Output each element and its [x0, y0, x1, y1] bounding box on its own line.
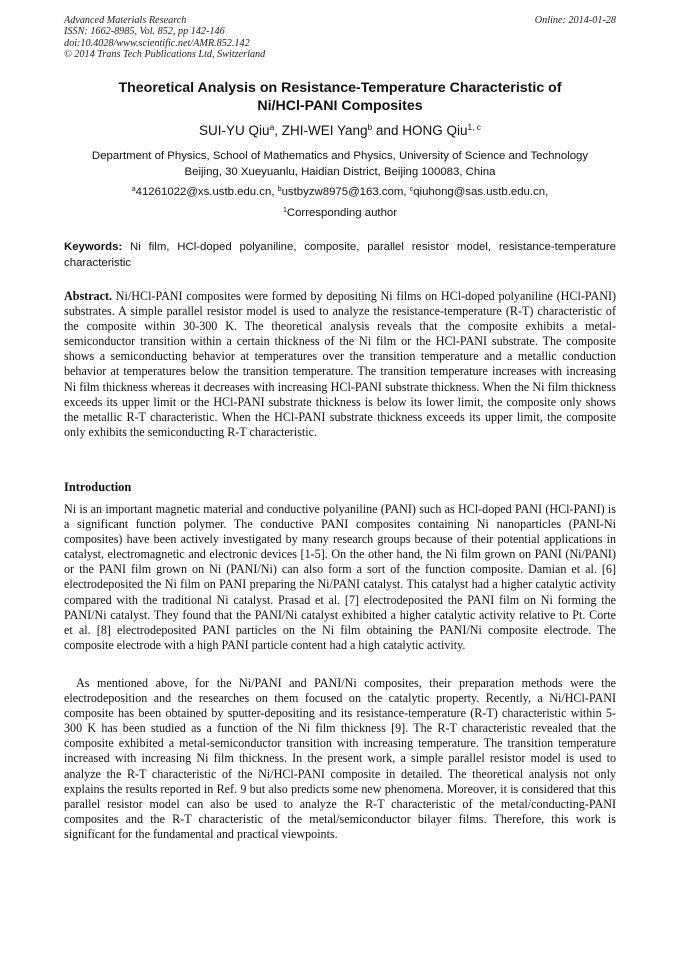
journal-name: Advanced Materials Research: [64, 15, 187, 26]
abstract-label: Abstract.: [64, 289, 113, 303]
author-1: SUI-YU Qiu: [199, 123, 270, 138]
author-3-sup: 1, c: [467, 121, 481, 132]
author-2-sup: b: [367, 121, 373, 132]
email-3: qiuhong@sas.ustb.edu.cn,: [413, 186, 549, 198]
abstract-text: Ni/HCl-PANI composites were formed by depositing Ni films on HCl-doped polyaniline (HCl-PANI) substrates. A simple parallel resistor model is used to analyze the resistance-temperature (R-T) characteristic of the composite within 30-300 K. The theoretical analysis reveals that the composite exhibits a metal-semiconductor transition within a certain thickness of the Ni film or the HCl-PANI substrate. The composite shows a semiconducting behavior at temperatures over the transition temperature and a metallic conduction behavior at temperatures below the transition temperature. The transition temperature increases with increasing Ni film thickness whereas it decreases with increasing HCl-PANI substrate thickness. When the Ni film thickness exceeds its upper limit or the HCl-PANI substrate thickness is below its lower limit, the composite only shows the metallic R-T characteristic. When the HCl-PANI substrate thickness exceeds its upper limit, the composite only exhibits the semiconducting R-T characteristic.: [64, 289, 616, 439]
affiliation: [64, 149, 616, 180]
issn-line: ISSN: 1662-8985, Vol. 852, pp 142-146: [64, 26, 225, 38]
intro-paragraph-1: Ni is an important magnetic material and conductive polyaniline (PANI) such as HCl-doped PANI (HCl-PANI) is a significant function polymer. The conductive PANI composites containing Ni nanoparticles (PANI-Ni composites) have been actively investigated by many research groups because of their potential applications in catalyst, electromagnetic and electronic devices [1-5]. On the other hand, the Ni film grown on PANI (Ni/PANI) or the PANI film grown on Ni (PANI/Ni) can also form a sort of the function composite. Damian et al. [6] electrodeposited the Ni film on PANI preparing the Ni/PANI catalyst. This catalyst had a higher catalytic activity compared with the traditional Ni catalyst. Prasad et al. [7] electrodeposited the PANI film on Ni forming the PANI/Ni catalyst. They found that the PANI/Ni catalyst exhibited a higher catalytic activity relative to Pt. Corte et al. [8] electrodeposited PANI particles on the Ni film obtaining the PANI/Ni composite electrode. The composite electrode with a high PANI particle content had a high catalytic activity.: [64, 502, 616, 652]
email-1: 41261022@xs.ustb.edu.cn,: [135, 186, 278, 198]
author-1-sup: a: [269, 121, 275, 132]
keywords-label: Keywords:: [64, 241, 123, 253]
author-sep-2: and: [372, 123, 403, 138]
author-2: ZHI-WEI Yang: [281, 123, 368, 138]
journal-header: [64, 15, 616, 60]
email-2: ustbyzw8975@163.com,: [281, 186, 410, 198]
affiliation-line-2: Beijing, 30 Xueyuanlu, Haidian District, Beijing 100083, China: [184, 165, 496, 178]
corresponding-sup: 1: [282, 206, 287, 214]
online-date: Online: 2014-01-28: [534, 15, 616, 26]
email-1-sup: a: [131, 185, 136, 193]
affiliation-line-1: Department of Physics, School of Mathematics and Physics, University of Science and Technology: [91, 150, 589, 162]
email-3-sup: c: [409, 185, 414, 193]
email-2-sup: b: [277, 185, 282, 193]
keywords-block: [64, 240, 616, 271]
author-list: [64, 123, 616, 139]
corresponding-author-note: [64, 206, 616, 221]
title-line-1: Theoretical Analysis on Resistance-Temperature Characteristic of: [118, 80, 562, 96]
keywords-text: Ni film, HCl-doped polyaniline, composite, parallel resistor model, resistance-temperature characteristic: [64, 241, 616, 269]
intro-paragraph-2: As mentioned above, for the Ni/PANI and PANI/Ni composites, their preparation methods were the electrodeposition and the researches on them focused on the catalytic property. Recently, a Ni/HCl-PANI composite has been obtained by sputter-depositing and its resistance-temperature (R-T) characteristic within 5-300 K has been studied as a function of the Ni film thickness [9]. The R-T characteristic revealed that the composite exhibited a metal-semiconductor transition with increasing temperature. The transition temperature increased with increasing Ni film thickness. In the present work, a simple parallel resistor model is used to analyze the R-T characteristic of the Ni/HCl-PANI composite in detailed. The theoretical analysis not only explains the results reported in Ref. 9 but also predicts some new phenomena. Moreover, it is considered that this parallel resistor model can also be used to analyze the R-T characteristic of the metal/conducting-PANI composites and the R-T characteristic of the metal/semiconductor bilayer films. Therefore, this work is significant for the fundamental and practical viewpoints.: [64, 676, 616, 841]
doi-line: doi:10.4028/www.scientific.net/AMR.852.142: [64, 37, 250, 49]
author-3: HONG Qiu: [402, 123, 468, 138]
paper-title: [64, 80, 616, 115]
author-sep-1: ,: [274, 123, 282, 138]
title-line-2: Ni/HCl-PANI Composites: [257, 97, 423, 114]
author-emails: [64, 185, 616, 200]
copyright-line: © 2014 Trans Tech Publications Ltd, Switzerland: [64, 48, 266, 60]
corresponding-text: Corresponding author: [286, 207, 398, 219]
abstract-block: [64, 289, 616, 440]
section-heading-introduction: Introduction: [64, 480, 132, 494]
